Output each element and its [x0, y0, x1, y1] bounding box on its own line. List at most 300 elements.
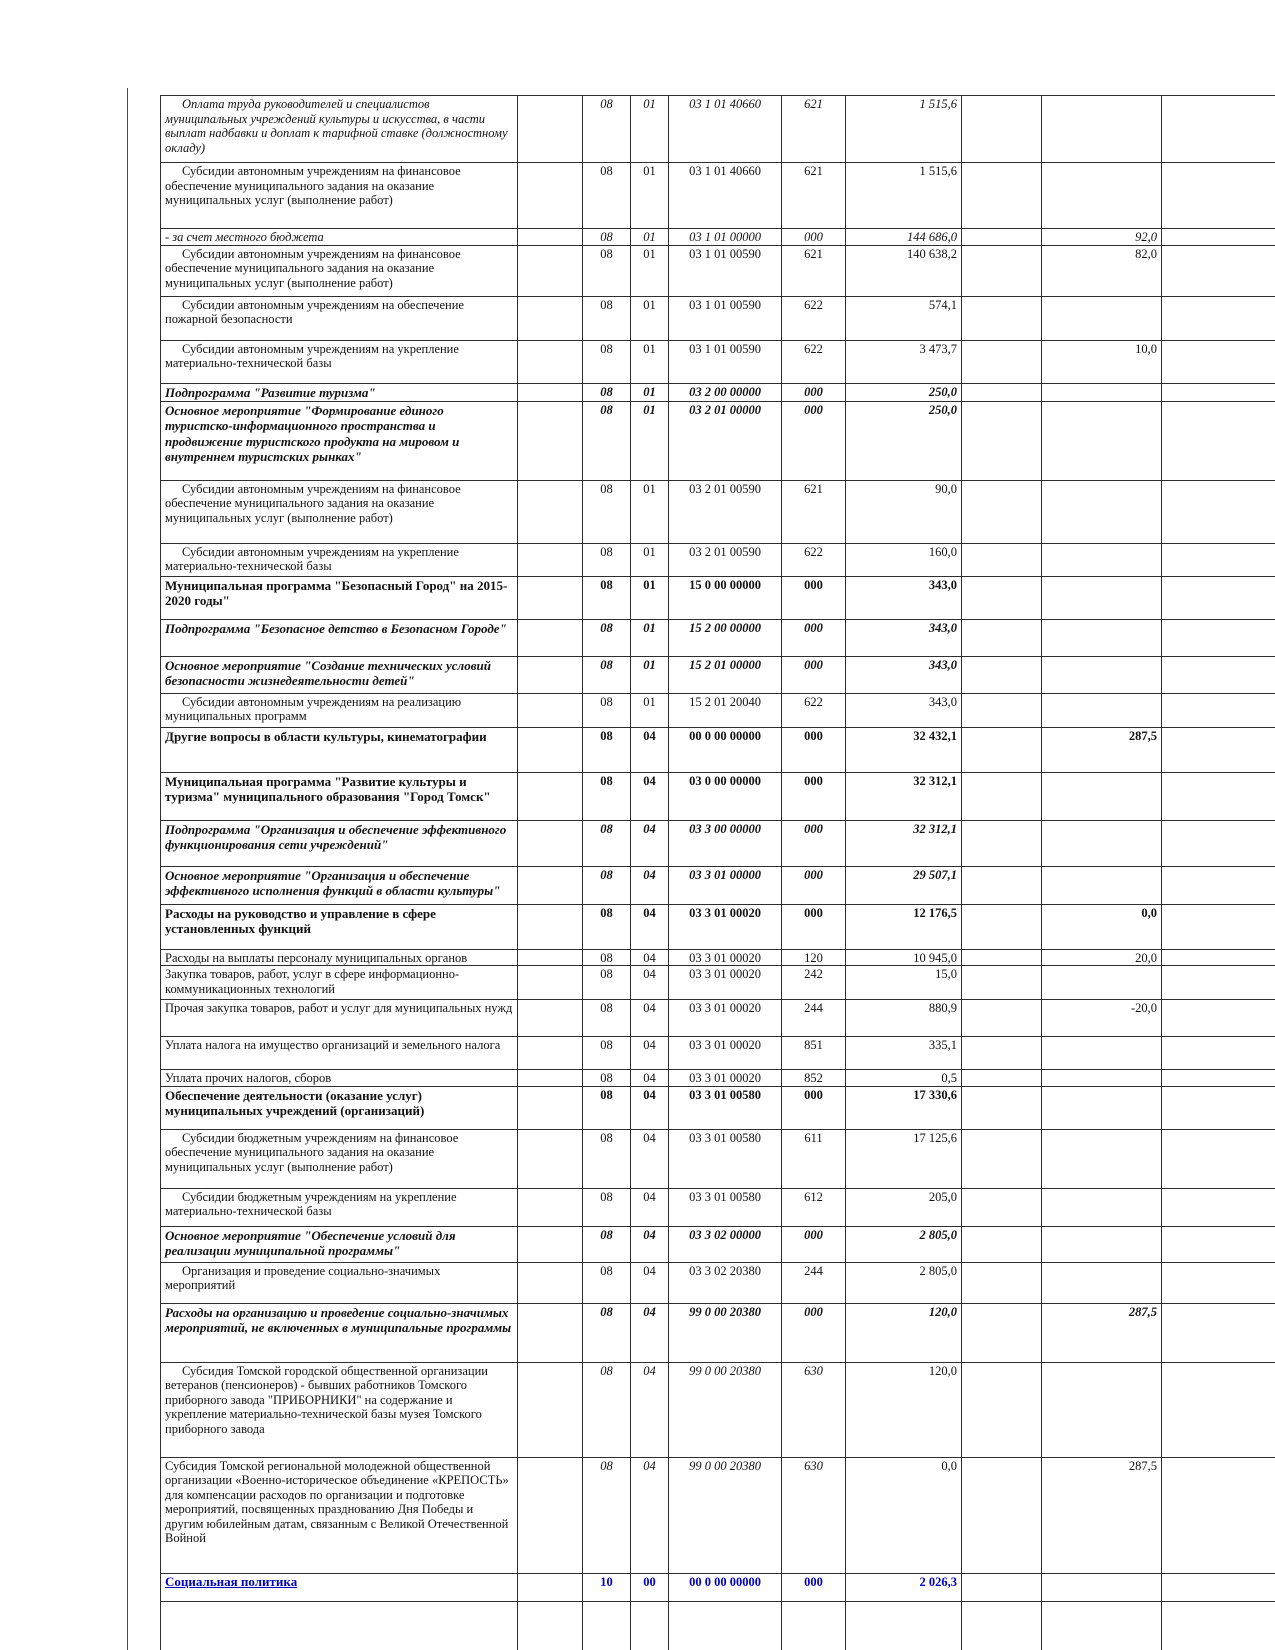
cell-razdel: 08: [583, 1226, 631, 1262]
table-row: [161, 96, 1275, 163]
budget-table-body: [161, 96, 1275, 1650]
cell-target-article: 03 3 01 00580: [669, 1086, 782, 1129]
cell-expense-type: 851: [782, 1037, 846, 1070]
cell-amount: 32 312,1: [846, 820, 962, 866]
table-row: [161, 949, 1275, 966]
cell-podrazdel: [631, 1601, 669, 1650]
cell-blank-mid: [962, 656, 1042, 693]
cell-blank-mid: [962, 229, 1042, 246]
cell-blank-left: [518, 1188, 583, 1226]
cell-cutoff-right: [1162, 1573, 1275, 1601]
cell-blank-left: [518, 1129, 583, 1188]
cell-name: Подпрограмма "Развитие туризма": [161, 383, 518, 401]
cell-amount: 140 638,2: [846, 245, 962, 296]
table-row: [161, 727, 1275, 772]
cell-cutoff-right: [1162, 866, 1275, 904]
cell-blank-mid: [962, 904, 1042, 949]
cell-cutoff-right: [1162, 656, 1275, 693]
cell-blank-left: [518, 480, 583, 543]
cell-amount: 2 805,0: [846, 1262, 962, 1303]
cell-target-article: 03 0 00 00000: [669, 772, 782, 820]
cell-razdel: 08: [583, 1457, 631, 1573]
cell-expense-type: 000: [782, 772, 846, 820]
cell-podrazdel: 00: [631, 1573, 669, 1601]
cell-amount: 15,0: [846, 966, 962, 1000]
cell-cutoff-right: [1162, 772, 1275, 820]
cell-expense-type: 120: [782, 949, 846, 966]
cell-blank-mid: [962, 772, 1042, 820]
table-row: [161, 619, 1275, 656]
cell-blank-mid: [962, 693, 1042, 727]
cell-blank-left: [518, 772, 583, 820]
cell-target-article: 03 2 01 00000: [669, 401, 782, 480]
cell-target-article: 03 3 01 00020: [669, 1070, 782, 1087]
cell-target-article: 03 1 01 00000: [669, 229, 782, 246]
cell-podrazdel: 04: [631, 1086, 669, 1129]
cell-amount: [846, 1601, 962, 1650]
cell-blank-mid: [962, 866, 1042, 904]
cell-expense-type: 611: [782, 1129, 846, 1188]
cell-target-article: 03 3 01 00020: [669, 966, 782, 1000]
cell-blank-mid: [962, 1086, 1042, 1129]
cell-blank-left: [518, 1573, 583, 1601]
cell-amount-change: 287,5: [1042, 727, 1162, 772]
cell-target-article: 03 1 01 40660: [669, 163, 782, 229]
cell-amount: 90,0: [846, 480, 962, 543]
cell-podrazdel: 01: [631, 96, 669, 163]
cell-podrazdel: 01: [631, 383, 669, 401]
cell-target-article: 03 2 01 00590: [669, 543, 782, 576]
cell-blank-left: [518, 1226, 583, 1262]
cell-razdel: 08: [583, 340, 631, 383]
cell-blank-mid: [962, 619, 1042, 656]
cell-expense-type: 630: [782, 1362, 846, 1457]
cell-amount: 1 515,6: [846, 96, 962, 163]
cell-expense-type: 000: [782, 383, 846, 401]
cell-amount: 17 330,6: [846, 1086, 962, 1129]
cell-cutoff-right: [1162, 543, 1275, 576]
cell-name: Муниципальная программа "Безопасный Город" на 2015-2020 годы": [161, 576, 518, 619]
cell-name: Уплата налога на имущество организаций и земельного налога: [161, 1037, 518, 1070]
table-row: [161, 1262, 1275, 1303]
cell-podrazdel: 04: [631, 820, 669, 866]
cell-razdel: 10: [583, 1573, 631, 1601]
cell-amount-change: [1042, 1226, 1162, 1262]
cell-name: Субсидии автономным учреждениям на обеспечение пожарной безопасности: [161, 296, 518, 340]
cell-amount: 574,1: [846, 296, 962, 340]
cell-podrazdel: 01: [631, 619, 669, 656]
cell-name: Субсидии бюджетным учреждениям на финансовое обеспечение муниципального задания на оказание муниципальных услуг (выполнение работ): [161, 1129, 518, 1188]
cell-amount: 29 507,1: [846, 866, 962, 904]
cell-podrazdel: 01: [631, 656, 669, 693]
cell-cutoff-right: [1162, 727, 1275, 772]
cell-amount-change: [1042, 96, 1162, 163]
cell-target-article: 00 0 00 00000: [669, 727, 782, 772]
table-row: [161, 543, 1275, 576]
cell-cutoff-right: [1162, 383, 1275, 401]
cell-podrazdel: 04: [631, 1362, 669, 1457]
cell-target-article: 15 2 01 00000: [669, 656, 782, 693]
cell-amount-change: 82,0: [1042, 245, 1162, 296]
cell-expense-type: 000: [782, 229, 846, 246]
cell-cutoff-right: [1162, 1000, 1275, 1037]
cell-razdel: 08: [583, 245, 631, 296]
cell-blank-left: [518, 383, 583, 401]
table-row: [161, 904, 1275, 949]
table-row: [161, 1303, 1275, 1362]
cell-expense-type: 000: [782, 619, 846, 656]
cell-expense-type: [782, 1601, 846, 1650]
cell-expense-type: 630: [782, 1457, 846, 1573]
cell-amount: 205,0: [846, 1188, 962, 1226]
cell-target-article: 03 2 00 00000: [669, 383, 782, 401]
cell-amount-change: [1042, 619, 1162, 656]
cell-blank-mid: [962, 543, 1042, 576]
cell-target-article: 15 2 01 20040: [669, 693, 782, 727]
cell-name: Другие вопросы в области культуры, кинематографии: [161, 727, 518, 772]
cell-expense-type: 244: [782, 1262, 846, 1303]
document-link-social-policy[interactable]: Социальная политика: [161, 1573, 518, 1601]
cell-cutoff-right: [1162, 229, 1275, 246]
cell-podrazdel: 01: [631, 480, 669, 543]
cell-amount: 250,0: [846, 383, 962, 401]
cell-amount-change: [1042, 1601, 1162, 1650]
cell-amount-change: [1042, 480, 1162, 543]
cell-blank-mid: [962, 1573, 1042, 1601]
cell-podrazdel: 04: [631, 1129, 669, 1188]
table-row: [161, 1601, 1275, 1650]
cell-blank-mid: [962, 1129, 1042, 1188]
cell-expense-type: 621: [782, 163, 846, 229]
cell-amount-change: [1042, 296, 1162, 340]
cell-amount: 120,0: [846, 1362, 962, 1457]
table-row: [161, 1129, 1275, 1188]
cell-blank-left: [518, 401, 583, 480]
cell-blank-left: [518, 619, 583, 656]
cell-blank-left: [518, 96, 583, 163]
cell-amount: 343,0: [846, 656, 962, 693]
cell-cutoff-right: [1162, 576, 1275, 619]
table-row: [161, 1573, 1275, 1601]
cell-amount: 2 026,3: [846, 1573, 962, 1601]
table-row: [161, 576, 1275, 619]
cell-blank-left: [518, 340, 583, 383]
cell-blank-mid: [962, 1362, 1042, 1457]
cell-expense-type: 000: [782, 401, 846, 480]
cell-razdel: 08: [583, 949, 631, 966]
cell-name: Субсидии автономным учреждениям на укрепление материально-технической базы: [161, 543, 518, 576]
cell-name: Расходы на организацию и проведение социально-значимых мероприятий, не включенных в муниципальные программы: [161, 1303, 518, 1362]
table-row: [161, 383, 1275, 401]
cell-amount: 3 473,7: [846, 340, 962, 383]
cell-blank-left: [518, 543, 583, 576]
table-row: [161, 693, 1275, 727]
cell-expense-type: 000: [782, 1226, 846, 1262]
cell-name: - за счет местного бюджета: [161, 229, 518, 246]
cell-blank-left: [518, 949, 583, 966]
cell-cutoff-right: [1162, 1188, 1275, 1226]
cell-amount-change: [1042, 401, 1162, 480]
cell-podrazdel: 04: [631, 966, 669, 1000]
cell-razdel: 08: [583, 1086, 631, 1129]
cell-cutoff-right: [1162, 1262, 1275, 1303]
cell-blank-left: [518, 1303, 583, 1362]
cell-target-article: 03 3 01 00020: [669, 949, 782, 966]
cell-cutoff-right: [1162, 245, 1275, 296]
cell-expense-type: 000: [782, 820, 846, 866]
cell-expense-type: 000: [782, 576, 846, 619]
cell-blank-left: [518, 163, 583, 229]
cell-blank-mid: [962, 1601, 1042, 1650]
cell-target-article: 03 3 00 00000: [669, 820, 782, 866]
cell-amount-change: [1042, 1573, 1162, 1601]
cell-podrazdel: 01: [631, 229, 669, 246]
cell-target-article: 03 1 01 00590: [669, 340, 782, 383]
cell-blank-left: [518, 693, 583, 727]
cell-expense-type: 000: [782, 656, 846, 693]
cell-cutoff-right: [1162, 820, 1275, 866]
cell-blank-mid: [962, 480, 1042, 543]
cell-cutoff-right: [1162, 966, 1275, 1000]
cell-amount: 343,0: [846, 693, 962, 727]
table-row: [161, 163, 1275, 229]
cell-razdel: 08: [583, 1262, 631, 1303]
cell-name: Основное мероприятие "Организация и обеспечение эффективного исполнения функций в области культуры": [161, 866, 518, 904]
cell-blank-left: [518, 656, 583, 693]
cell-expense-type: 852: [782, 1070, 846, 1087]
cell-name: Уплата прочих налогов, сборов: [161, 1070, 518, 1087]
cell-blank-left: [518, 1086, 583, 1129]
cell-target-article: 99 0 00 20380: [669, 1303, 782, 1362]
cell-expense-type: 242: [782, 966, 846, 1000]
cell-podrazdel: 04: [631, 949, 669, 966]
cell-name: Прочая закупка товаров, работ и услуг для муниципальных нужд: [161, 1000, 518, 1037]
cell-name: Организация и проведение социально-значимых мероприятий: [161, 1262, 518, 1303]
cell-cutoff-right: [1162, 904, 1275, 949]
cell-blank-mid: [962, 1037, 1042, 1070]
cell-expense-type: 000: [782, 1086, 846, 1129]
cell-razdel: [583, 1601, 631, 1650]
cell-razdel: 08: [583, 619, 631, 656]
cell-amount-change: 10,0: [1042, 340, 1162, 383]
cell-amount: 0,0: [846, 1457, 962, 1573]
cell-amount-change: [1042, 820, 1162, 866]
cell-cutoff-right: [1162, 340, 1275, 383]
cell-podrazdel: 01: [631, 296, 669, 340]
cell-amount-change: [1042, 1262, 1162, 1303]
cell-razdel: 08: [583, 1037, 631, 1070]
cell-name: Субсидия Томской региональной молодежной общественной организации «Военно-историческое объединение «КРЕПОСТЬ» для компенсации расходов по организации и подготовке мероприятий, посвященных празднованию Дня Победы и другим юбилейным датам, связанным с Великой Отечественной Войной: [161, 1457, 518, 1573]
cell-name: Субсидии автономным учреждениям на финансовое обеспечение муниципального задания на оказание муниципальных услуг (выполнение работ): [161, 163, 518, 229]
cell-target-article: 03 3 01 00580: [669, 1188, 782, 1226]
cell-amount-change: [1042, 1037, 1162, 1070]
cell-name: Основное мероприятие "Создание технических условий безопасности жизнедеятельности детей": [161, 656, 518, 693]
cell-amount-change: [1042, 1362, 1162, 1457]
cell-amount-change: [1042, 1070, 1162, 1087]
cell-razdel: 08: [583, 966, 631, 1000]
table-row: [161, 1362, 1275, 1457]
cell-expense-type: 000: [782, 727, 846, 772]
cell-podrazdel: 04: [631, 1262, 669, 1303]
cell-blank-left: [518, 1362, 583, 1457]
cell-amount-change: [1042, 772, 1162, 820]
cell-expense-type: 612: [782, 1188, 846, 1226]
cell-blank-left: [518, 1037, 583, 1070]
cell-blank-mid: [962, 401, 1042, 480]
cell-cutoff-right: [1162, 163, 1275, 229]
cell-expense-type: 000: [782, 1303, 846, 1362]
cell-amount-change: 20,0: [1042, 949, 1162, 966]
cell-amount: 343,0: [846, 576, 962, 619]
cell-amount-change: [1042, 1129, 1162, 1188]
cell-blank-left: [518, 1457, 583, 1573]
cell-target-article: 99 0 00 20380: [669, 1457, 782, 1573]
cell-amount-change: [1042, 656, 1162, 693]
table-row: [161, 1226, 1275, 1262]
table-row: [161, 1188, 1275, 1226]
cell-amount: 32 312,1: [846, 772, 962, 820]
cell-podrazdel: 01: [631, 693, 669, 727]
cell-razdel: 08: [583, 383, 631, 401]
cell-amount: 0,5: [846, 1070, 962, 1087]
cell-podrazdel: 04: [631, 1226, 669, 1262]
cell-blank-left: [518, 1000, 583, 1037]
cell-amount-change: [1042, 163, 1162, 229]
cell-podrazdel: 04: [631, 772, 669, 820]
cell-target-article: 03 3 01 00000: [669, 866, 782, 904]
cell-podrazdel: 04: [631, 904, 669, 949]
cell-blank-left: [518, 1601, 583, 1650]
table-row: [161, 1070, 1275, 1087]
cell-razdel: 08: [583, 401, 631, 480]
cell-amount: 335,1: [846, 1037, 962, 1070]
cell-razdel: 08: [583, 1303, 631, 1362]
cell-amount: 880,9: [846, 1000, 962, 1037]
cell-name: [161, 1601, 518, 1650]
cell-expense-type: 622: [782, 340, 846, 383]
cell-target-article: 15 2 00 00000: [669, 619, 782, 656]
cell-amount: 12 176,5: [846, 904, 962, 949]
cell-name: Оплата труда руководителей и специалистов муниципальных учреждений культуры и искусства, в части выплат надбавки и доплат к тарифной ставке (должностному окладу): [161, 96, 518, 163]
cell-name: Субсидии автономным учреждениям на финансовое обеспечение муниципального задания на оказание муниципальных услуг (выполнение работ): [161, 480, 518, 543]
revision-bar: [127, 88, 128, 1650]
cell-expense-type: 622: [782, 296, 846, 340]
cell-cutoff-right: [1162, 480, 1275, 543]
cell-expense-type: 621: [782, 245, 846, 296]
cell-cutoff-right: [1162, 1037, 1275, 1070]
cell-name: Субсидии бюджетным учреждениям на укрепление материально-технической базы: [161, 1188, 518, 1226]
table-row: [161, 480, 1275, 543]
cell-amount-change: 92,0: [1042, 229, 1162, 246]
cell-podrazdel: 04: [631, 1303, 669, 1362]
table-row: [161, 296, 1275, 340]
cell-name: Муниципальная программа "Развитие культуры и туризма" муниципального образования "Город Томск": [161, 772, 518, 820]
cell-podrazdel: 04: [631, 727, 669, 772]
cell-amount: 250,0: [846, 401, 962, 480]
cell-razdel: 08: [583, 1070, 631, 1087]
cell-blank-left: [518, 296, 583, 340]
table-row: [161, 1000, 1275, 1037]
cell-podrazdel: 01: [631, 245, 669, 296]
cell-amount-change: [1042, 576, 1162, 619]
cell-name: Субсидии автономным учреждениям на укрепление материально-технической базы: [161, 340, 518, 383]
cell-blank-mid: [962, 1303, 1042, 1362]
cell-amount: 32 432,1: [846, 727, 962, 772]
cell-razdel: 08: [583, 904, 631, 949]
cell-target-article: 03 1 01 40660: [669, 96, 782, 163]
table-row: [161, 866, 1275, 904]
cell-expense-type: 621: [782, 480, 846, 543]
cell-target-article: 03 1 01 00590: [669, 245, 782, 296]
cell-razdel: 08: [583, 1188, 631, 1226]
cell-blank-left: [518, 820, 583, 866]
cell-cutoff-right: [1162, 1457, 1275, 1573]
cell-amount: 2 805,0: [846, 1226, 962, 1262]
cell-podrazdel: 01: [631, 163, 669, 229]
cell-cutoff-right: [1162, 96, 1275, 163]
cell-amount-change: [1042, 1086, 1162, 1129]
cell-amount-change: [1042, 693, 1162, 727]
cell-blank-left: [518, 904, 583, 949]
cell-podrazdel: 01: [631, 340, 669, 383]
cell-amount-change: 0,0: [1042, 904, 1162, 949]
cell-razdel: 08: [583, 229, 631, 246]
cell-podrazdel: 04: [631, 1188, 669, 1226]
cell-target-article: 03 3 02 20380: [669, 1262, 782, 1303]
cell-amount: 120,0: [846, 1303, 962, 1362]
cell-amount-change: [1042, 1188, 1162, 1226]
cell-cutoff-right: [1162, 1303, 1275, 1362]
cell-expense-type: 000: [782, 866, 846, 904]
cell-blank-left: [518, 966, 583, 1000]
cell-blank-mid: [962, 296, 1042, 340]
cell-blank-left: [518, 1262, 583, 1303]
cell-blank-left: [518, 1070, 583, 1087]
cell-razdel: 08: [583, 96, 631, 163]
cell-target-article: 03 2 01 00590: [669, 480, 782, 543]
cell-target-article: 03 3 01 00020: [669, 904, 782, 949]
cell-blank-mid: [962, 163, 1042, 229]
cell-cutoff-right: [1162, 1362, 1275, 1457]
cell-target-article: 03 3 01 00020: [669, 1000, 782, 1037]
cell-podrazdel: 04: [631, 866, 669, 904]
cell-cutoff-right: [1162, 296, 1275, 340]
cell-blank-mid: [962, 1188, 1042, 1226]
cell-blank-mid: [962, 96, 1042, 163]
cell-name: Основное мероприятие "Формирование единого туристско-информационного пространства и продвижение туристского продукта на мировом и внутреннем туристских рынках": [161, 401, 518, 480]
cell-expense-type: 000: [782, 1573, 846, 1601]
cell-blank-mid: [962, 1262, 1042, 1303]
cell-cutoff-right: [1162, 1226, 1275, 1262]
cell-target-article: 99 0 00 20380: [669, 1362, 782, 1457]
cell-amount-change: [1042, 543, 1162, 576]
cell-target-article: 03 1 01 00590: [669, 296, 782, 340]
table-row: [161, 229, 1275, 246]
cell-name: Субсидии автономным учреждениям на финансовое обеспечение муниципального задания на оказание муниципальных услуг (выполнение работ): [161, 245, 518, 296]
table-row: [161, 820, 1275, 866]
table-row: [161, 401, 1275, 480]
cell-blank-left: [518, 727, 583, 772]
cell-name: Закупка товаров, работ, услуг в сфере информационно-коммуникационных технологий: [161, 966, 518, 1000]
cell-blank-mid: [962, 1226, 1042, 1262]
cell-cutoff-right: [1162, 949, 1275, 966]
cell-razdel: 08: [583, 1362, 631, 1457]
cell-podrazdel: 04: [631, 1037, 669, 1070]
cell-name: Расходы на выплаты персоналу муниципальных органов: [161, 949, 518, 966]
cell-blank-left: [518, 866, 583, 904]
cell-razdel: 08: [583, 772, 631, 820]
cell-cutoff-right: [1162, 401, 1275, 480]
